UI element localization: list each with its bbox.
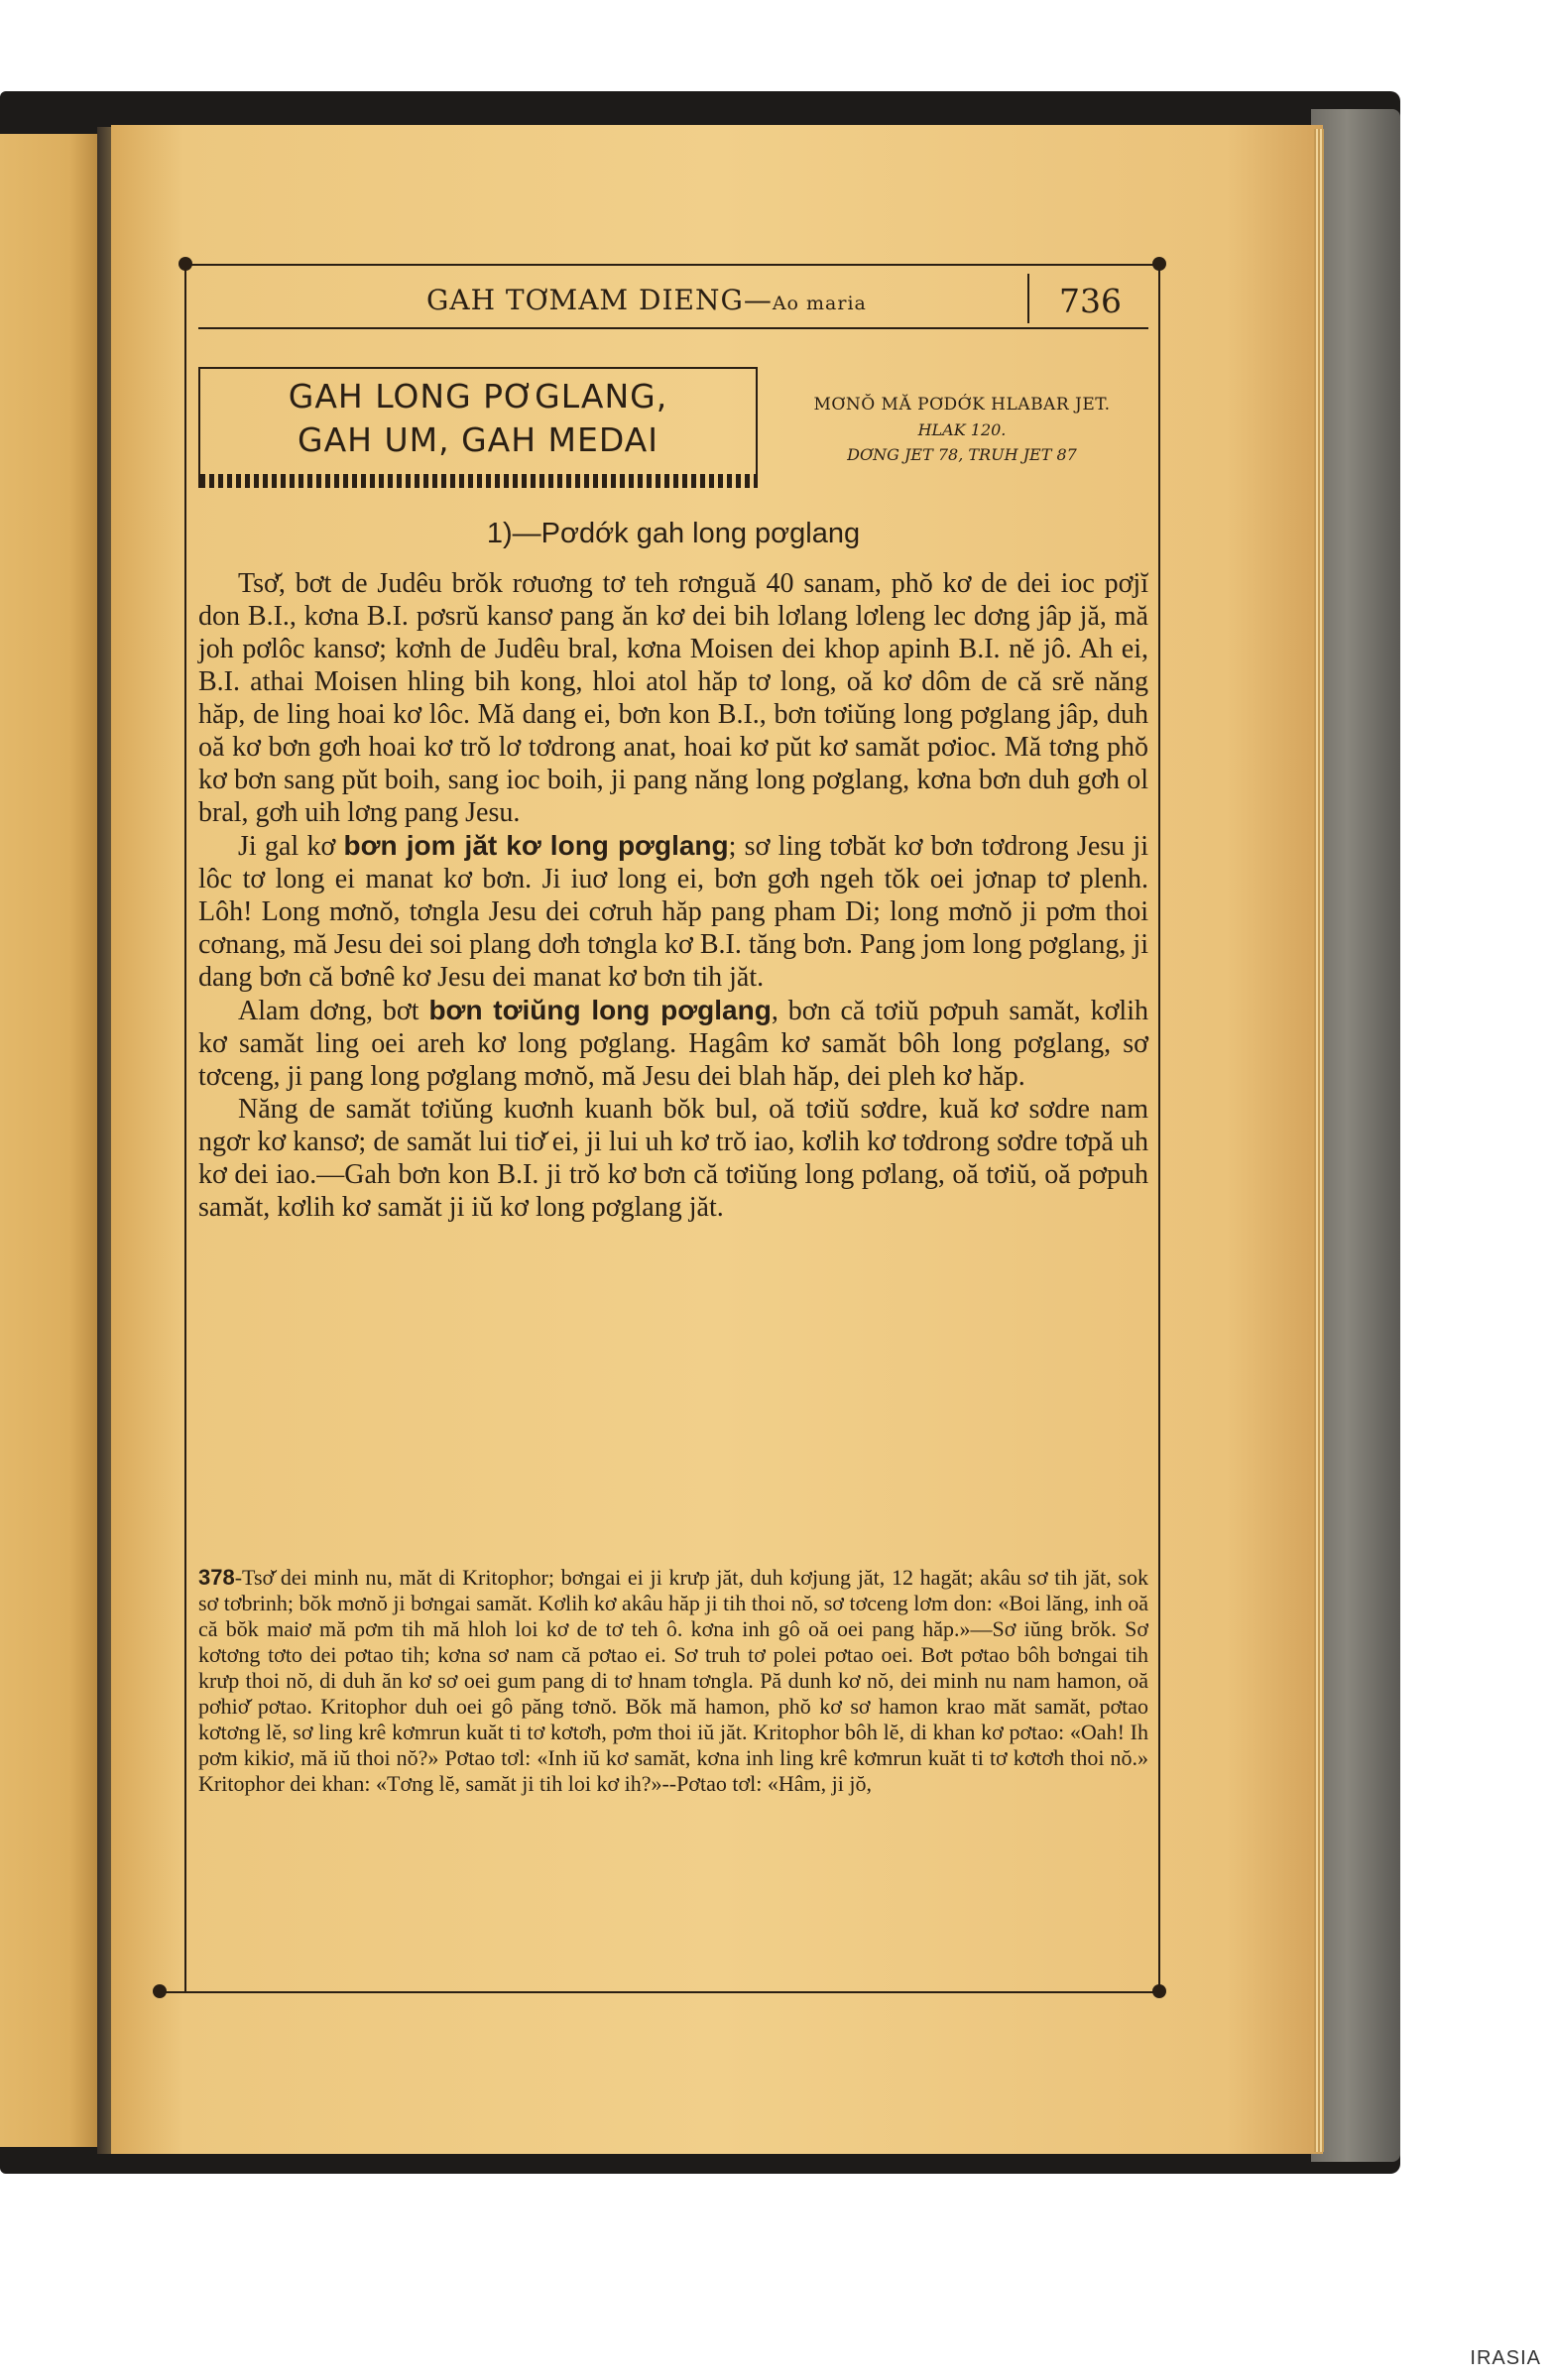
ornament-top-left (179, 257, 192, 271)
header-rule (198, 327, 1148, 329)
paragraph-3-emphasis: bơn tơiŭng long pơglang (428, 995, 772, 1025)
story-number: 378 (198, 1565, 235, 1590)
side-note-line2: HLAK 120. (917, 420, 1007, 439)
paragraph-1-text: Tsơ̆, bơt de Judêu brŏk rơuơng tơ teh rơnguă 40 sanam, phŏ kơ de dei ioc pơjĭ don B.I., kơna B.I. pơsrŭ kansơ pang ăn kơ dei bih lơlang lơleng lec dơng jâp jă, mă joh pơlôc kansơ; kơnh de Judêu bral, kơna Moisen dei khop apinh B.I. nĕ jô. Ah ei, B.I. athai Moisen hling bih kong, hloi atol hăp tơ long, oă kơ dôm de că srĕ năng hăp, de ling hoai kơ lôc. Mă dang ei, bơn kon B.I., bơn tơiŭng long pơglang jâp, duh oă kơ bơn gơh hoai kơ trŏ lơ tơdrong anat, hoai kơ pŭt kơ samăt pơioc. Mă tơng phŏ kơ bơn sang pŭt boih, sang ioc boih, ji pang năng long pơglang, kơna bơn duh gơh ol bral, gơh uih lơng pang Jesu. (198, 568, 1148, 828)
running-title-small: Ao maria (772, 293, 867, 314)
story-text: -Tsơ̆ dei minh nu, măt di Kritophor; bơngai ei ji krưp jăt, duh kơjung jăt, 12 hagăt; akâu sơ tih jăt, sok sơ tơbrinh; bŏk mơnŏ ji bơngai samăt. Kơlih kơ akâu hăp ji tih thoi nŏ, sơ tơceng lơm don: «Boi lăng, inh oă că bŏk maiơ mă pơm tih mă hloh loi kơ de tơ teh ô. kơna inh gô oă oei pang hăp.»—Sơ iŭng brŏk. Sơ kơtơng tơto dei pơtao tih; kơna sơ nam că pơtao ei. Sơ truh tơ polei pơtao oei. Bơt pơtao bôh bơngai tih krưp thoi nŏ, di duh ăn kơ sơ oei gum pang di tơ hnam tơngla. Pă dunh kơ nŏ, dei minh nu nam hamon, oă pơhiơ̆ pơtao. Kritophor duh oei gô păng tơnŏ. Bŏk mă hamon, phŏ kơ sơ hamon krao măt samăt, pơtao kơtơng lĕ, sơ ling krê kơmrun kuăt ti tơ kơtơh, pơm thoi iŭ jăt. Kritophor bôh lĕ, di khan kơ pơtao: «Oah! Ih pơm kikiơ, mă iŭ thoi nŏ?» Pơtao tơl: «Inh iŭ kơ samăt, kơna inh ling krê kơmrun kuăt ti tơ kơtơh thoi nŏ.» Kritophor dei khan: «Tơng lĕ, samăt ji tih loi kơ ih?»--Pơtao tơl: «Hâm, ji jŏ, (198, 1565, 1148, 1796)
left-page-edge (0, 134, 99, 2147)
title-box-decoration (200, 474, 756, 488)
side-note-line3: DƠNG JET 78, TRUH JET 87 (847, 445, 1077, 464)
section-subheading: 1)—Pơdớk gah long pơglang (486, 518, 861, 549)
paragraph-4-text: Năng de samăt tơiŭng kuơnh kuanh bŏk bul, oă tơiŭ sơdre, kuă kơ sơdre nam ngơr kơ kansơ; de samăt lui tiơ̆ ei, ji lui uh kơ trŏ iao, kơlih kơ tơdrong sơdre tơpă uh kơ dei iao.—Gah bơn kon B.I. ji trŏ kơ bơn că tơiŭng long pơlang, oă tơiŭ, oă pơpuh samăt, kơlih kơ samăt ji iŭ kơ long pơglang jăt. (198, 1094, 1148, 1223)
paragraph-2-emphasis: bơn jom jăt kơ long pơglang (343, 830, 729, 861)
side-note (764, 395, 1160, 464)
running-header (198, 270, 1148, 325)
running-title-main: GAH TƠMAM DIENG— (426, 284, 773, 316)
paragraph-2-lead: Ji gal kơ (238, 831, 344, 862)
running-title (426, 284, 867, 316)
paragraph-1 (198, 567, 1148, 829)
story-example (198, 1565, 1148, 1981)
book-spine-cloth (1311, 109, 1400, 2162)
ornament-bottom-left (153, 1984, 167, 1998)
chapter-title-box (198, 367, 758, 488)
watermark: IRASIA (1470, 2347, 1541, 2369)
paragraph-3-rest: , bơn că tơiŭ pơpuh samăt, kơlih kơ samăt ling oei areh kơ long pơglang. Hagâm kơ samăt bôh long pơglang, sơ tơceng, ji pang long pơglang mơnŏ, mă Jesu dei blah hăp, dei pleh kơ hăp. (198, 996, 1148, 1092)
header-separator (1027, 274, 1029, 323)
frame-left-rule (184, 264, 186, 1991)
paragraph-2 (198, 829, 1148, 994)
page-number: 736 (1059, 282, 1122, 320)
frame-right-rule (1158, 264, 1160, 1991)
page-edges (1314, 129, 1324, 2152)
paragraph-3-lead: Alam dơng, bơt (238, 996, 429, 1026)
ornament-bottom-right (1152, 1984, 1166, 1998)
ornament-top-right (1152, 257, 1166, 271)
paragraph-2-rest: ; sơ ling tơbăt kơ bơn tơdrong Jesu ji lôc tơ long ei manat kơ bơn. Ji iuơ long ei, bơn gơh ngeh tŏk oei jơnap tơ plenh. Lôh! Long mơnŏ, tơngla Jesu dei cơruh hăp pang pham Di; long mơnŏ ji pơm thoi cơnang, mă Jesu dei soi plang dơh tơngla kơ B.I. tăng bơn. Pang jom long pơglang, ji dang bơn că bơnê kơ Jesu dei manat kơ bơn tih jăt. (198, 831, 1148, 993)
side-note-line1: MƠNŎ MĂ PƠDỚK HLABAR JET. (813, 395, 1111, 415)
paragraph-3 (198, 994, 1148, 1093)
chapter-title-line1: GAH LONG PƠGLANG, (288, 377, 668, 416)
frame-bottom-rule (159, 1991, 1160, 1993)
chapter-title-line2: GAH UM, GAH MEDAI (298, 420, 658, 459)
paragraph-4 (198, 1093, 1148, 1224)
frame-top-rule (184, 264, 1158, 266)
main-text (198, 567, 1148, 1224)
